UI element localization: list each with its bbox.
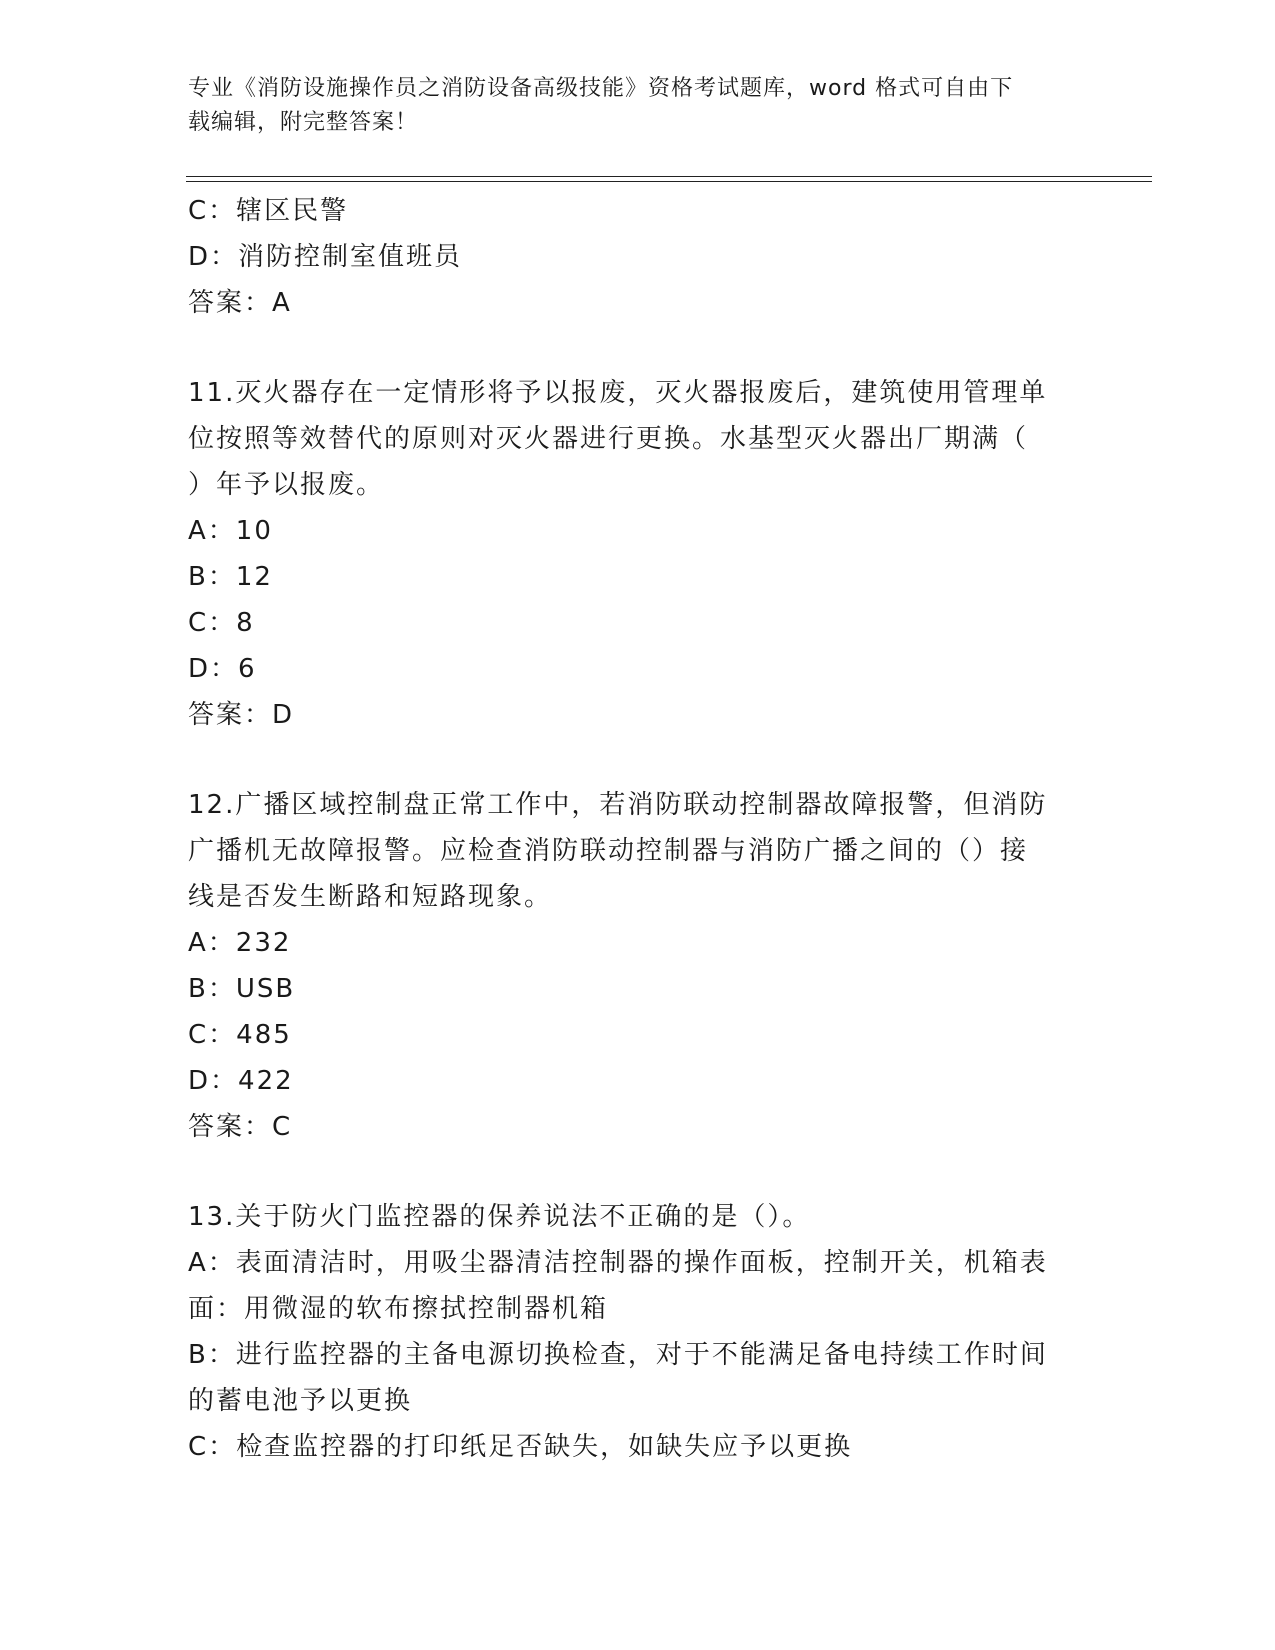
option-a: A：232 [188, 928, 292, 958]
option-d: D：消防控制室值班员 [188, 242, 463, 272]
question-text-line: 线是否发生断路和短路现象。 [188, 882, 553, 912]
option-d: D：6 [188, 654, 257, 684]
option-a-line: 面：用微湿的软布擦拭控制器机箱 [188, 1294, 609, 1324]
header-divider-top [186, 176, 1152, 177]
question-list [188, 188, 1088, 1470]
question-10-tail [188, 188, 1088, 326]
question-text-line: 13.关于防火门监控器的保养说法不正确的是（）。 [188, 1202, 811, 1232]
option-a-line: A：表面清洁时，用吸尘器清洁控制器的操作面板，控制开关，机箱表 [188, 1248, 1048, 1278]
option-c: C：485 [188, 1020, 292, 1050]
answer: 答案：C [188, 1112, 293, 1142]
option-d: D：422 [188, 1066, 294, 1096]
answer: 答案：A [188, 288, 292, 318]
option-b-line: 的蓄电池予以更换 [188, 1386, 413, 1416]
option-b: B：12 [188, 562, 273, 592]
header-line-1: 专业《消防设施操作员之消防设备高级技能》资格考试题库，word 格式可自由下 [188, 76, 1014, 101]
option-a: A：10 [188, 516, 273, 546]
option-b: B：USB [188, 974, 296, 1004]
document-header [188, 72, 1068, 140]
question-text-line: 11.灭火器存在一定情形将予以报废，灭火器报废后，建筑使用管理单 [188, 378, 1048, 408]
option-c: C：辖区民警 [188, 196, 349, 226]
question-text-line: 广播机无故障报警。应检查消防联动控制器与消防广播之间的（）接 [188, 836, 1029, 866]
question-11 [188, 370, 1088, 738]
question-text-line: ）年予以报废。 [188, 470, 385, 500]
header-line-2: 载编辑，附完整答案！ [188, 110, 419, 135]
question-text-line: 12.广播区域控制盘正常工作中，若消防联动控制器故障报警，但消防 [188, 790, 1048, 820]
header-divider-bottom [186, 181, 1152, 182]
question-text-line: 位按照等效替代的原则对灭火器进行更换。水基型灭火器出厂期满（ [188, 424, 1029, 454]
question-12 [188, 782, 1088, 1150]
question-13 [188, 1194, 1088, 1470]
answer: 答案：D [188, 700, 295, 730]
option-c-line: C：检查监控器的打印纸足否缺失，如缺失应予以更换 [188, 1432, 853, 1462]
option-b-line: B：进行监控器的主备电源切换检查，对于不能满足备电持续工作时间 [188, 1340, 1048, 1370]
option-c: C：8 [188, 608, 255, 638]
